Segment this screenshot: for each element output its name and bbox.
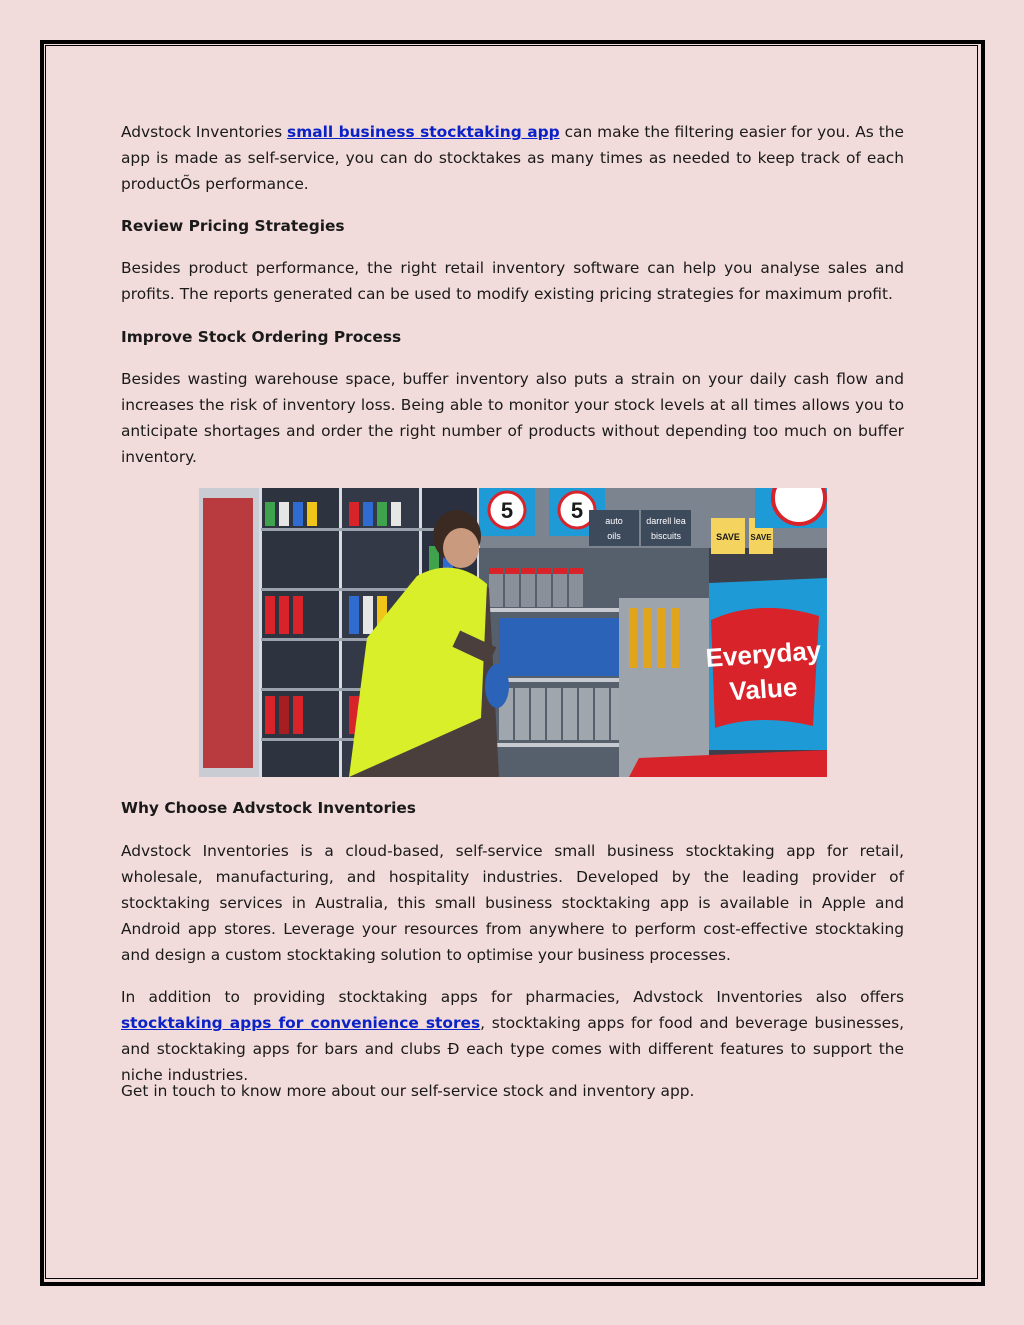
shelf-label-auto: auto <box>605 516 623 526</box>
heading-review-pricing: Review Pricing Strategies <box>121 217 345 235</box>
heading-why-choose: Why Choose Advstock Inventories <box>121 799 416 817</box>
save-tag-2-text: SAVE <box>750 533 772 542</box>
sign-everyday-text: Everyday <box>704 635 823 674</box>
intro-text-end: can make the filtering easier for you. As the app is made as self-service, you can do stocktakes as many times as needed to keep track of each productÕs performance. <box>121 123 904 193</box>
shelf-label-oils: oils <box>607 531 621 541</box>
why-choose-paragraph: Advstock Inventories is a cloud-based, self-service small business stocktaking app for retail, wholesale, manufacturing, and hospitality industries. Developed by the leading provider of stocktaking services in Australia, this small business stocktaking app is available in Apple and Android app stores. Leverage your resources from anywhere to perform cost-effective stocktaking and design a custom stocktaking solution to optimise your business processes. <box>121 842 904 964</box>
oil-shelf <box>479 548 709 777</box>
stock-ordering-paragraph: Besides wasting warehouse space, buffer inventory also puts a strain on your daily cash flow and increases the risk of inventory loss. Being able to monitor your stock levels at all times allows you to anticipate shortages and order the right number of products without depending too much on buffer inventory. <box>121 370 904 466</box>
pricing-paragraph: Besides product performance, the right retail inventory software can help you analyse sales and profits. The reports generated can be used to modify existing pricing strategies for maximum profit. <box>121 259 904 303</box>
store-photo <box>199 488 827 777</box>
heading-improve-stock-ordering: Improve Stock Ordering Process <box>121 328 402 346</box>
convenience-stores-stocktaking-link[interactable]: stocktaking apps for convenience stores <box>121 1014 481 1032</box>
contact-paragraph: Get in touch to know more about our self-service stock and inventory app. <box>121 1082 695 1100</box>
intro-text-start: Advstock Inventories <box>121 123 288 141</box>
price-tag-1-text: 5 <box>500 498 514 523</box>
offerings-text-start: In addition to providing stocktaking apps for pharmacies, Advstock Inventories also offers <box>121 988 904 1006</box>
small-business-stocktaking-app-link[interactable]: small business stocktaking app <box>287 123 560 141</box>
shelf-label-biscuits: biscuits <box>650 531 682 541</box>
price-tag-2-text: 5 <box>570 498 584 523</box>
offerings-paragraph <box>121 984 904 1088</box>
price-sign-1 <box>479 488 535 536</box>
offerings-text-end: , stocktaking apps for food and beverage businesses, and stocktaking apps for bars and clubs Ð each type comes with different features to support the niche industries. <box>121 1014 904 1084</box>
sign-value-text: Value <box>728 671 799 707</box>
intro-paragraph <box>121 119 904 197</box>
shelf-label-darrell-lea: darrell lea <box>646 516 686 526</box>
save-tag-1-text: SAVE <box>716 532 740 542</box>
store-photo-illustration <box>199 488 827 777</box>
